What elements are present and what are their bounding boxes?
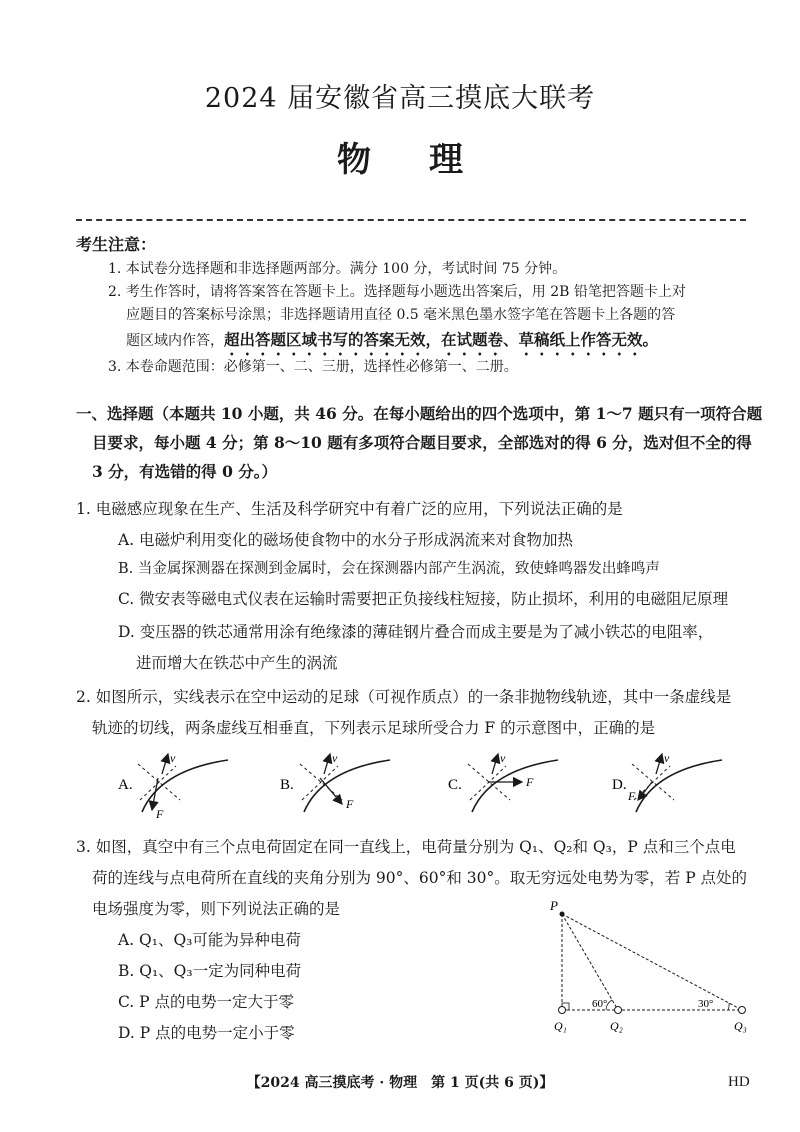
normal-dashed-line: [140, 766, 176, 800]
charge-q3-label: Q₃: [734, 1019, 747, 1033]
notice-item-1: 1. 本试卷分选择题和非选择题两部分。满分 100 分，考试时间 75 分钟。: [108, 261, 567, 277]
velocity-arrow: [162, 754, 168, 774]
section1-line1: 一、选择题（本题共 10 小题，共 46 分。在每小题给出的四个选项中，第 1～7 题只有一项符合题: [76, 404, 763, 423]
section1-line2: 目要求，每小题 4 分；第 8～10 题有多项符合题目要求，全部选对的得 6 分，选对但不全的得: [92, 433, 752, 452]
velocity-label: v: [664, 752, 670, 765]
q1-option-c: C. 微安表等磁电式仪表在运输时需要把正负接线柱短接，防止损坏，利用的电磁阻尼原理: [118, 590, 729, 608]
q3-stem-line1: 3. 如图，真空中有三个点电荷固定在同一直线上，电荷量分别为 Q₁、Q₂和 Q₃，P 点和三个点电: [76, 838, 736, 856]
q3-figure: [540, 896, 760, 1046]
charge-q2: [615, 1007, 622, 1014]
charge-q3: [739, 1007, 746, 1014]
q2-label-c: C.: [448, 777, 462, 793]
velocity-arrow: [656, 754, 662, 774]
force-label: F: [628, 789, 636, 803]
subject-title: 物理: [337, 140, 521, 180]
velocity-label: v: [500, 752, 506, 765]
charge-q1: [559, 1007, 566, 1014]
q3-option-c: C. P 点的电势一定大于零: [118, 993, 295, 1011]
q2-stem-line2: 轨迹的切线，两条虚线互相垂直，下列表示足球所受合力 F 的示意图中，正确的是: [92, 719, 656, 737]
q2-label-b: B.: [280, 777, 294, 793]
normal-dashed-line: [470, 766, 506, 800]
q1-option-b: B. 当金属探测器在探测到金属时，会在探测器内部产生涡流，致使蜂鸣器发出蜂鸣声: [118, 561, 660, 577]
q2-label-d: D.: [612, 777, 627, 793]
force-label: F: [526, 775, 534, 789]
q1-option-d-line2: 进而增大在铁芯中产生的涡流: [136, 654, 338, 672]
q3-stem-line2: 荷的连线与点电荷所在直线的夹角分别为 90°、60°和 30°。取无穷远处电势为零，若 P 点处的: [92, 869, 748, 887]
charge-q1-label: Q₁: [554, 1019, 567, 1033]
header-divider: [76, 219, 746, 221]
notice-item-2b: 应题目的答案标号涂黑；非选择题请用直径 0.5 毫米黑色墨水签字笔在答题卡上各题的答: [126, 307, 676, 323]
q2-figure-d: [612, 752, 722, 812]
q3-stem-line3: 电场强度为零，则下列说法正确的是: [92, 900, 341, 918]
velocity-arrow: [324, 754, 330, 774]
notice-heading: 考生注意：: [76, 235, 157, 254]
q3-option-a: A. Q₁、Q₃可能为异种电荷: [118, 931, 301, 949]
q2-figure-b: [280, 752, 390, 812]
velocity-label: v: [170, 752, 176, 765]
line-p-q3: [562, 914, 742, 1010]
force-arrow: [320, 778, 342, 804]
force-label: F: [156, 807, 164, 820]
q2-figure-a: [118, 752, 228, 820]
q2-figure-c: [448, 752, 558, 812]
q1-option-d-line1: D. 变压器的铁芯通常用涂有绝缘漆的薄硅钢片叠合而成主要是为了减小铁芯的电阻率，: [118, 623, 714, 641]
notice-item-3: 3. 本卷命题范围：必修第一、二、三册，选择性必修第一、二册。: [108, 359, 518, 375]
notice-item-2c-plain: 题区域内作答，: [126, 333, 224, 349]
q1-stem: 1. 电磁感应现象在生产、生活及科学研究中有着广泛的应用，下列说法正确的是: [76, 500, 623, 518]
velocity-arrow: [492, 754, 498, 774]
exam-title: 2024 届安徽省高三摸底大联考: [204, 83, 596, 114]
section1-line3: 3 分，有选错的得 0 分。）: [92, 462, 278, 481]
q2-label-a: A.: [118, 777, 133, 793]
notice-item-2a: 2. 考生作答时，请将答案答在答题卡上。选择题每小题选出答案后，用 2B 铅笔把答题卡上对: [108, 284, 686, 300]
q2-figures: [100, 752, 760, 820]
velocity-label: v: [332, 752, 338, 765]
angle-60-label: 60°: [592, 998, 608, 1010]
footer-code: HD: [728, 1074, 750, 1090]
notice-item-2c-emphasis: 超出答题区域书写的答案无效，在试题卷、草稿纸上作答无效。: [224, 330, 659, 349]
q3-option-b: B. Q₁、Q₃一定为同种电荷: [118, 962, 302, 980]
q1-option-a: A. 电磁炉利用变化的磁场使食物中的水分子形成涡流来对食物加热: [118, 531, 574, 549]
charge-q2-label: Q₂: [610, 1019, 623, 1033]
point-p-label: P: [550, 898, 558, 913]
angle-30-label: 30°: [698, 998, 714, 1010]
notice-item-2c: [126, 328, 658, 359]
q2-stem-line1: 2. 如图所示，实线表示在空中运动的足球（可视作质点）的一条非抛物线轨迹，其中一条虚线是: [76, 688, 732, 706]
force-label: F: [346, 797, 354, 811]
angle-30-arc: [728, 1003, 729, 1010]
q3-option-d: D. P 点的电势一定小于零: [118, 1024, 295, 1042]
page-footer: 【2024 高三摸底考 · 物理 第 1 页(共 6 页)】: [246, 1075, 554, 1091]
normal-dashed-line: [302, 766, 338, 800]
